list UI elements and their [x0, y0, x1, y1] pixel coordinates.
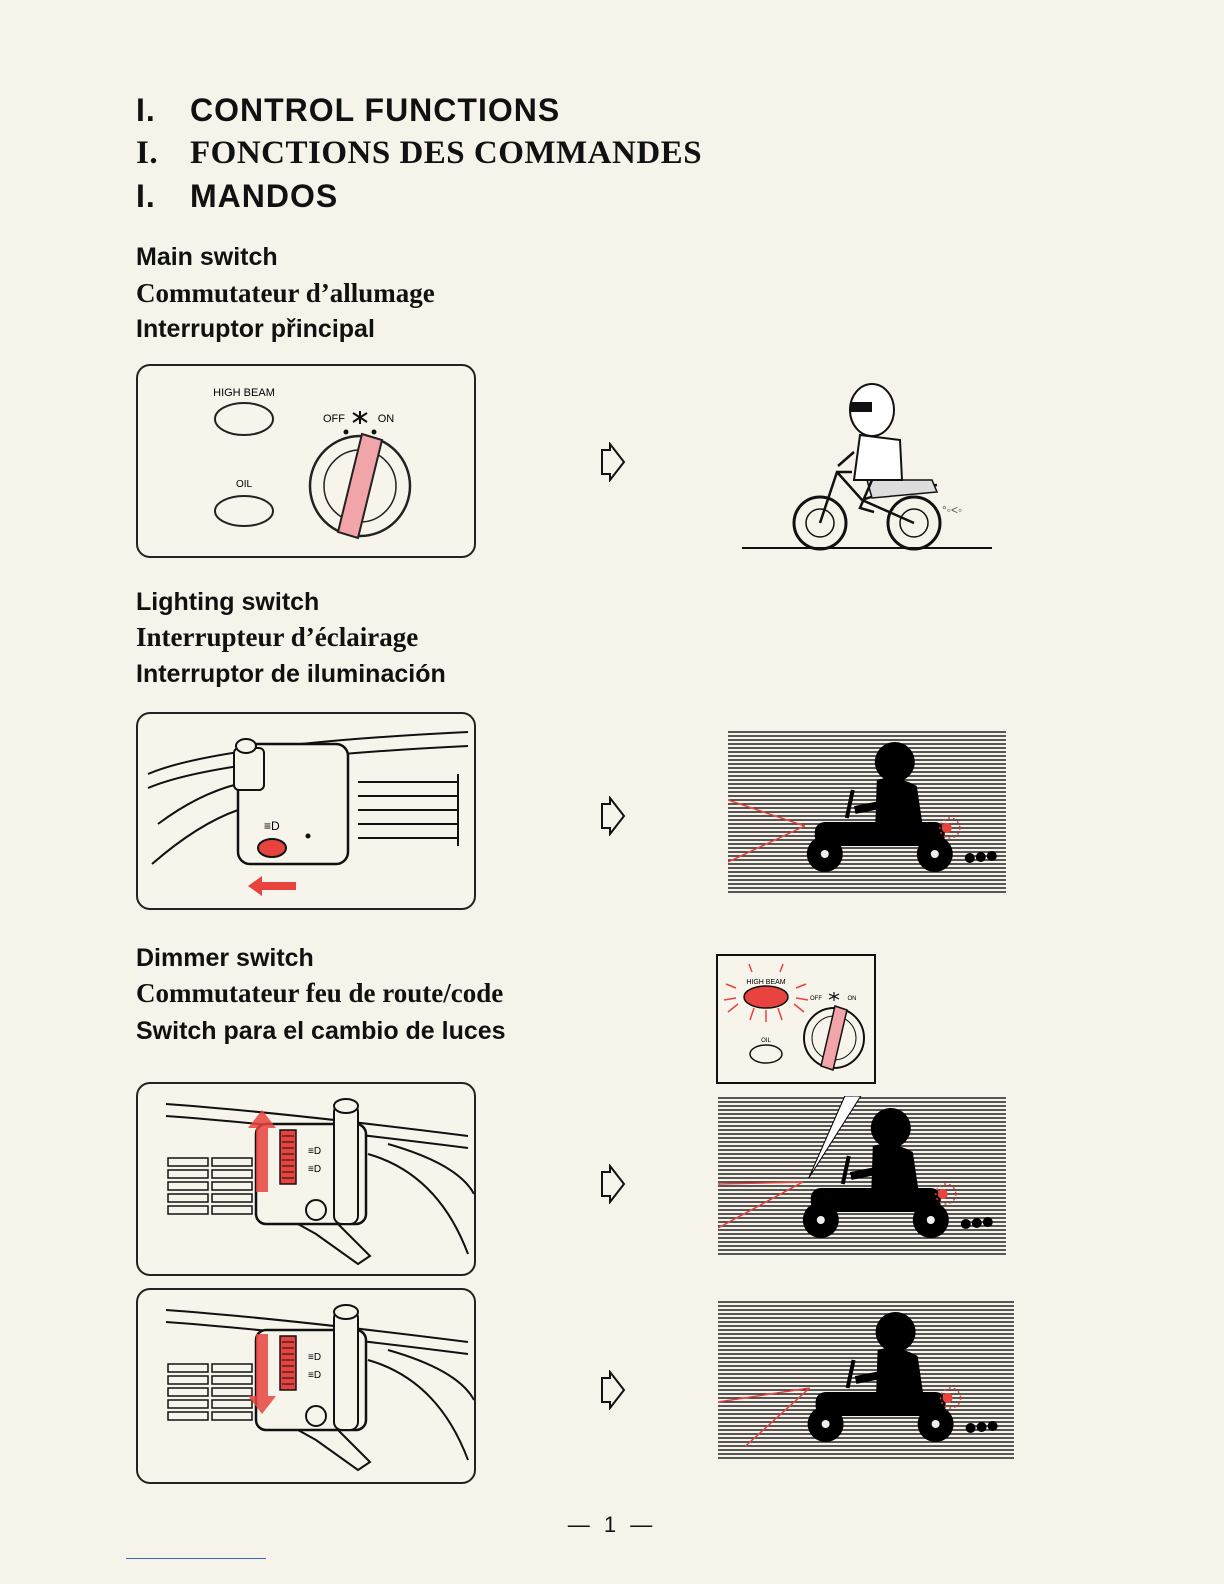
high-beam-indicator-lit — [744, 986, 788, 1008]
off-label: OFF — [323, 413, 345, 425]
svg-text:≡D: ≡D — [308, 1146, 322, 1157]
heading-text: FONCTIONS DES COMMANDES — [190, 135, 703, 171]
page-number: — 1 — — [567, 1512, 657, 1537]
dimmer-switch-label-fr: Commutateur feu de route/code — [136, 978, 504, 1008]
dimmer-switch-panel-up — [136, 1082, 476, 1276]
svg-text:≡D: ≡D — [308, 1352, 322, 1363]
heading-number: I. — [136, 92, 156, 128]
high-beam-indicator — [215, 403, 273, 435]
svg-text:≡D: ≡D — [264, 819, 280, 833]
oil-label: OIL — [235, 479, 253, 490]
lighting-switch-label-es: Interruptor de iluminación — [136, 660, 446, 688]
lighting-switch-panel — [136, 712, 476, 910]
lighting-switch-label-fr: Interrupteur d’éclairage — [136, 622, 419, 652]
inset-high-beam-label: HIGH BEAM — [746, 979, 786, 986]
night-scene-lights-on — [728, 730, 1006, 894]
inset-on-label: ON — [847, 996, 857, 1002]
arrow-left-icon — [248, 876, 296, 896]
oil-indicator — [215, 496, 273, 526]
dimmer-switch-label-es: Switch para el cambio de luces — [136, 1017, 506, 1045]
dimmer-switch-label-en: Dimmer switch — [136, 944, 314, 972]
svg-text:°◦˂◦: °◦˂◦ — [942, 503, 963, 517]
sun-asterisk-icon — [353, 411, 367, 424]
on-label: ON — [377, 413, 395, 425]
heading-number: I. — [136, 178, 156, 214]
lighting-switch-label-en: Lighting switch — [136, 588, 320, 616]
heading-es — [136, 178, 338, 215]
main-switch-label-es: Interruptor přincipal — [136, 315, 375, 343]
heading-number: I. — [136, 135, 159, 171]
high-beam-label: HIGH BEAM — [213, 387, 275, 399]
heading-text: MANDOS — [190, 178, 339, 214]
lighting-switch-button — [258, 839, 286, 857]
dimmer-switch-panel-down — [136, 1288, 476, 1484]
arrow-right-outline-icon — [598, 1164, 628, 1204]
main-switch-panel — [136, 364, 476, 558]
arrow-right-outline-icon — [598, 1370, 628, 1410]
main-switch-label-en: Main switch — [136, 243, 278, 271]
inset-oil-label: OIL — [761, 1038, 771, 1044]
svg-text:≡D: ≡D — [308, 1370, 322, 1381]
main-switch-label-fr: Commutateur d’allumage — [136, 278, 435, 308]
night-scene-high-beam — [718, 1096, 1006, 1258]
arrow-right-outline-icon — [598, 796, 628, 836]
rider-scene-parked — [742, 380, 996, 554]
heading-text: CONTROL FUNCTIONS — [190, 92, 561, 128]
heading-en — [136, 92, 560, 129]
dimmer-inset-panel — [716, 954, 876, 1084]
night-scene-low-beam — [718, 1300, 1014, 1462]
arrow-right-outline-icon — [598, 442, 628, 482]
ignition-key — [338, 434, 382, 538]
link-underline — [126, 1558, 266, 1559]
heading-fr — [136, 135, 702, 172]
inset-off-label: OFF — [810, 996, 822, 1002]
svg-text:≡D: ≡D — [308, 1164, 322, 1175]
